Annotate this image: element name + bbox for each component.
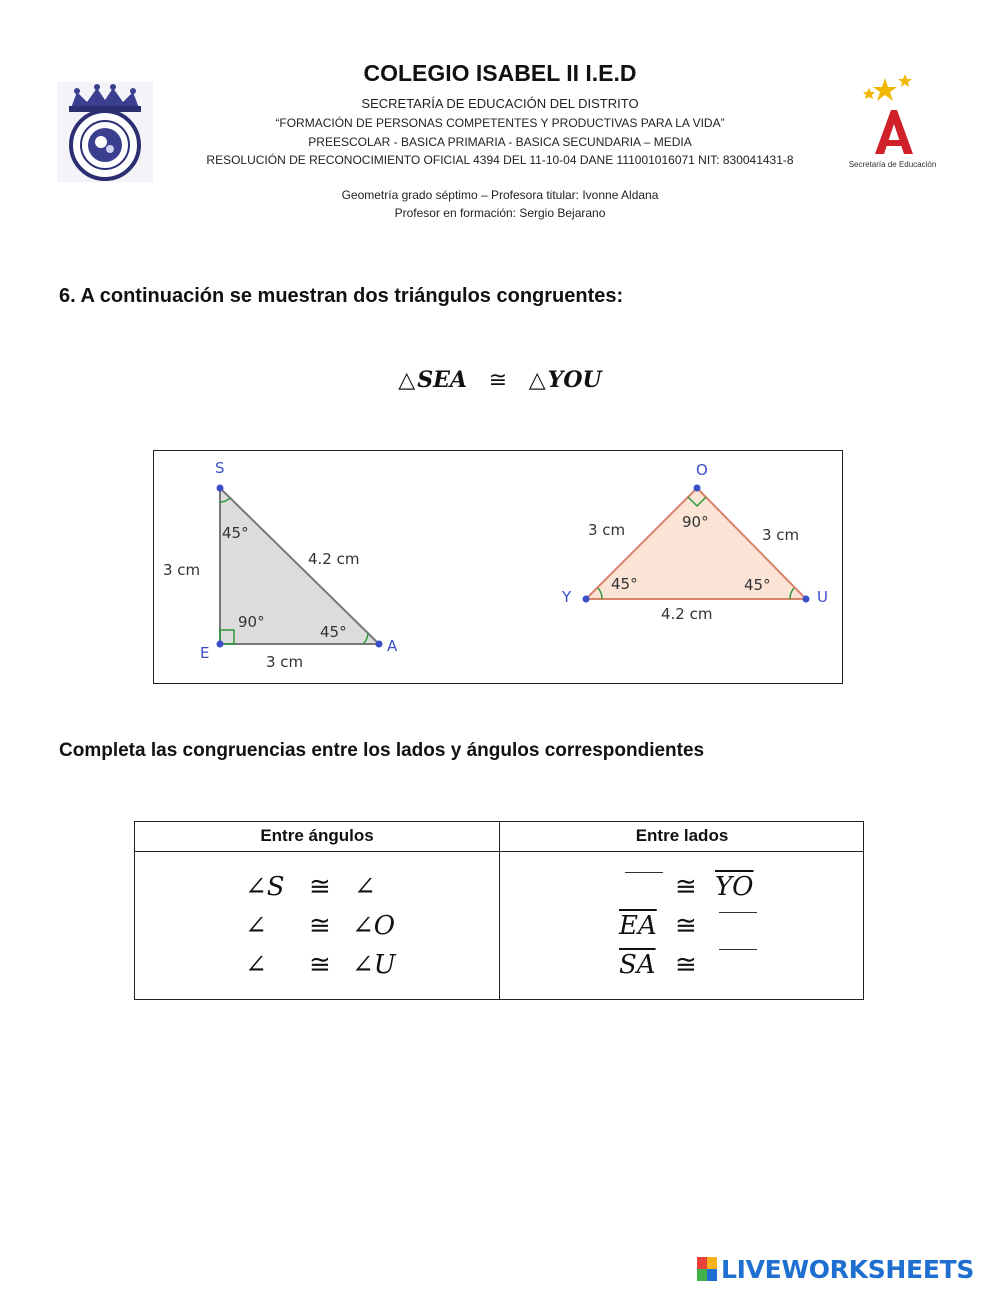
- vertex-a-dot: [376, 641, 383, 648]
- congruent-symbol: ≅: [675, 872, 697, 902]
- side-yu-label: 4.2 cm: [661, 605, 713, 623]
- angle-symbol: ∠: [354, 872, 376, 902]
- angle-row-2-congruent: [309, 911, 331, 941]
- side-sa-label: 4.2 cm: [308, 550, 360, 568]
- side-row-1-right: [715, 872, 753, 902]
- angle-row-1-congruent: [309, 872, 331, 902]
- triangles-svg: [154, 451, 844, 685]
- angle-row-2-right: O: [373, 911, 396, 941]
- angle-symbol: ∠: [245, 911, 267, 941]
- congruence-table: [134, 821, 864, 1000]
- side-row-3-right-blank[interactable]: [719, 949, 757, 950]
- side-ou-label: 3 cm: [762, 526, 800, 544]
- side-row-2-congruent: [675, 911, 697, 941]
- congruent-symbol: ≅: [309, 950, 331, 980]
- side-yo-label: 3 cm: [588, 521, 626, 539]
- segment-ea: $\overline{EA}$: [619, 911, 657, 941]
- congruent-symbol: ≅: [488, 368, 508, 393]
- triangle-symbol-2: △: [528, 368, 546, 393]
- brand-text: LIVEWORKSHEETS: [721, 1254, 975, 1284]
- angle-e-label: 90°: [238, 613, 265, 631]
- vertex-o-label: O: [696, 461, 708, 479]
- angle-row-3-congruent: [309, 950, 331, 980]
- side-row-3-congruent: [675, 950, 697, 980]
- angle-symbol: ∠: [352, 911, 374, 941]
- angle-row-3-left-symbol[interactable]: [245, 950, 267, 980]
- levels-line: PREESCOLAR - BASICA PRIMARIA - BASICA SECUNDARIA – MEDIA: [308, 135, 692, 149]
- instruction-text: Completa las congruencias entre los lados y ángulos correspondientes: [59, 740, 705, 761]
- triangles-figure: [153, 450, 843, 684]
- brand-mark-icon: [697, 1257, 717, 1281]
- vertex-s-dot: [217, 485, 224, 492]
- congruent-symbol: ≅: [309, 911, 331, 941]
- liveworksheets-brand[interactable]: [697, 1254, 974, 1284]
- course-line: Geometría grado séptimo – Profesora titular: Ivonne Aldana: [341, 188, 659, 202]
- vertex-y-label: Y: [562, 588, 572, 606]
- angle-row-3: [352, 950, 396, 980]
- angle-row-2-left-symbol[interactable]: [245, 911, 267, 941]
- school-crest-logo: [57, 82, 153, 182]
- vertex-y-dot: [583, 596, 590, 603]
- vertex-e-dot: [217, 641, 224, 648]
- teacher-training-line: Profesor en formación: Sergio Bejarano: [394, 206, 606, 220]
- angle-symbol: ∠: [245, 872, 267, 902]
- congruent-symbol: ≅: [675, 911, 697, 941]
- side-row-1-congruent: [675, 872, 697, 902]
- vertex-a-label: A: [387, 637, 398, 655]
- segment-yo: $\overline{YO}$: [715, 872, 754, 902]
- segment-sa: $\overline{SA}$: [619, 950, 656, 980]
- vertex-o-dot: [694, 485, 701, 492]
- angle-row-1-left: S: [266, 872, 285, 902]
- angle-a-label: 45°: [320, 623, 347, 641]
- side-row-2-right-blank[interactable]: [719, 912, 757, 913]
- resolution-line: RESOLUCIÓN DE RECONOCIMIENTO OFICIAL 4394 DEL 11-10-04 DANE 111001016071 NIT: 830041431-8: [206, 153, 794, 167]
- side-se-label: 3 cm: [163, 561, 201, 579]
- angle-row-1-right-symbol[interactable]: [354, 872, 376, 902]
- header-sides: Entre lados: [635, 826, 729, 845]
- vertex-e-label: E: [200, 644, 210, 662]
- angle-row-1: [245, 872, 285, 902]
- angle-s-label: 45°: [222, 524, 249, 542]
- table-column-divider: [499, 822, 500, 999]
- table-header-divider: [135, 851, 863, 852]
- vertex-u-label: U: [817, 588, 828, 606]
- congruent-symbol: ≅: [675, 950, 697, 980]
- question-title: 6. A continuación se muestran dos triángulos congruentes:: [59, 285, 624, 307]
- right-logo-caption: Secretaría de Educación: [848, 160, 937, 169]
- vertex-u-dot: [803, 596, 810, 603]
- secretaria-educacion-logo: [845, 74, 940, 174]
- triangle-name-1: SEA: [417, 367, 467, 393]
- school-name: COLEGIO ISABEL II I.E.D: [363, 60, 637, 86]
- congruent-symbol: ≅: [309, 872, 331, 902]
- angle-row-3-right: U: [373, 950, 396, 980]
- angle-row-2: [352, 911, 395, 941]
- vertex-s-label: S: [215, 459, 225, 477]
- side-row-3-left: [619, 950, 656, 980]
- motto-line: “FORMACIÓN DE PERSONAS COMPETENTES Y PRODUCTIVAS PARA LA VIDA”: [275, 116, 725, 130]
- angle-u-label: 45°: [744, 576, 771, 594]
- triangle-name-2: YOU: [547, 367, 602, 393]
- secretariat-line: SECRETARÍA DE EDUCACIÓN DEL DISTRITO: [361, 96, 639, 111]
- angle-o-label: 90°: [682, 513, 709, 531]
- side-row-1-left-blank[interactable]: [625, 872, 663, 873]
- side-row-2-left: [619, 911, 657, 941]
- side-ea-label: 3 cm: [266, 653, 304, 671]
- triangle-symbol-1: △: [398, 368, 416, 393]
- angle-symbol: ∠: [352, 950, 374, 980]
- angle-y-label: 45°: [611, 575, 638, 593]
- angle-symbol: ∠: [245, 950, 267, 980]
- header-angles: Entre ángulos: [260, 826, 374, 845]
- congruence-statement: [300, 367, 700, 393]
